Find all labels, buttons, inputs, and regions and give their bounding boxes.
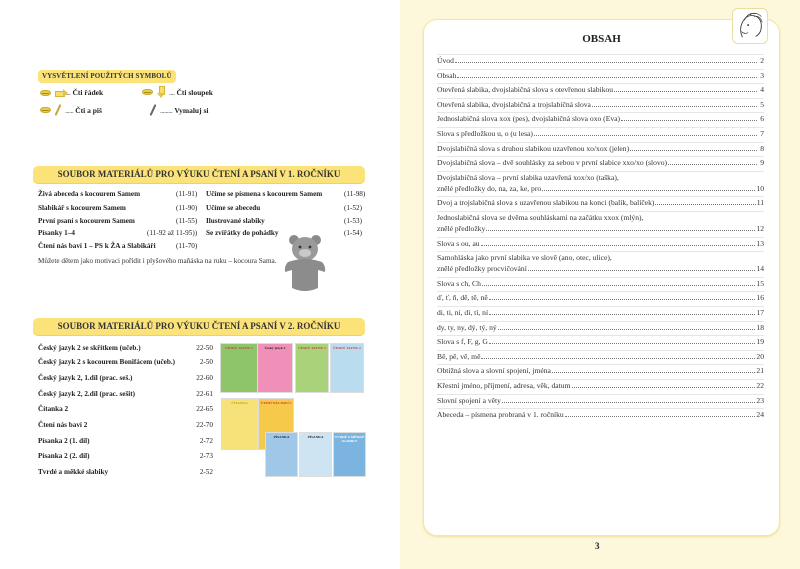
material-name: Český jazyk 2 se skřítkem (učeb.) — [38, 344, 141, 352]
material-name: Čtení nás baví 1 – PS k ŽA a Slabikáři — [38, 242, 156, 250]
toc-title: OBSAH — [582, 33, 621, 45]
toc-entry-title: Abeceda – písmena probraná v 1. ročníku — [437, 410, 564, 420]
material-name: Ilustrované slabiky — [206, 217, 265, 225]
toc-entry-title: znělé předložky — [437, 224, 486, 233]
material-code: (11-91) — [176, 190, 198, 198]
toc-entry-title: dy, ty, ny, dý, tý, ný — [437, 322, 497, 332]
material-name: Učíme se písmena s kocourem Samem — [206, 190, 323, 198]
toc-entry-title: Otevřená slabika, dvojslabičná a trojslabičná slova — [437, 99, 591, 109]
toc-entry-page: 10 — [756, 183, 764, 193]
toc-entry-line1: Dvojslabičná slova – první slabika uzavřená xox/xo (taška), — [437, 172, 619, 182]
toc-entry-title: Obtížná slova a slovní spojení, jména — [437, 366, 551, 376]
toc-entry-line1: Jednoslabičná slova se dvěma souhláskami na začátku xxox (mlýn), — [437, 213, 644, 222]
toc-entry-title: Bě, pě, vě, mě — [437, 351, 481, 361]
pencil-icon — [150, 104, 157, 116]
toc-entry-title: Slova s předložkou u, o (u lesa) — [437, 129, 533, 138]
toc-entry-page: 19 — [756, 337, 764, 347]
teddy-puppet-image — [282, 232, 328, 294]
toc-separator — [437, 379, 764, 380]
material-code: (11-98) — [344, 190, 366, 198]
leader-dots — [552, 372, 756, 373]
toc-entry-page: 23 — [756, 395, 764, 405]
toc-entry-title: Dvoj a trojslabičná slova s uzavřenou slabikou na konci (balík, balíček) — [437, 198, 655, 208]
toc-entry[interactable] — [437, 198, 764, 207]
toc-entry-page: 20 — [756, 351, 764, 361]
toc-entry-page: 8 — [760, 143, 764, 153]
toc-entry-page: 9 — [760, 158, 764, 168]
toc-entry-title: znělé předložky procvičování — [437, 264, 527, 274]
material-name: Slabikář s kocourem Samem — [38, 204, 126, 212]
leader-dots — [489, 299, 756, 300]
toc-entry-page: 12 — [756, 224, 764, 233]
toc-entry-title: ď, ť, ň, dě, tě, ně — [437, 293, 488, 303]
material-code: (1-54) — [344, 229, 362, 237]
material-code: 2-72 — [199, 437, 213, 445]
leader-dots — [498, 329, 756, 330]
toc-entry[interactable] — [437, 71, 764, 80]
toc-entry[interactable] — [437, 381, 764, 390]
toc-separator — [437, 350, 764, 351]
toc-entry-title: Otevřená slabika, dvojslabičná slova s otevřenou slabikou — [437, 85, 614, 95]
arrow-down-icon — [157, 86, 165, 98]
grade2-item — [38, 344, 213, 352]
toc-separator — [437, 394, 764, 395]
grade2-item — [38, 421, 213, 429]
leader-dots — [572, 387, 756, 388]
leader-dots: .... — [65, 88, 71, 97]
legend-label: Čti sloupek — [176, 87, 213, 97]
cover-title: ČTENÍ NÁS BAVÍ 2 — [260, 401, 292, 405]
material-code: 22-70 — [196, 421, 213, 429]
grade2-item — [38, 437, 213, 445]
toc-separator — [437, 54, 764, 55]
material-name: Český jazyk 2, 1.díl (prac. seš.) — [38, 374, 133, 382]
toc-entry-title: Slova s ou, au — [437, 238, 480, 248]
toc-entry-page: 22 — [756, 381, 764, 390]
toc-separator — [437, 127, 764, 128]
legend-label: Vymaluj si — [174, 105, 209, 115]
toc-separator — [437, 321, 764, 322]
toc-separator — [437, 408, 764, 409]
material-name: Živá abeceda s kocourem Samem — [38, 190, 141, 198]
leader-dots — [534, 135, 757, 136]
leader-dots — [630, 150, 757, 151]
cover-title: ČESKÝ JAZYK 2 — [298, 346, 326, 350]
material-name: Čítanka 2 — [38, 405, 69, 413]
leader-dots — [482, 285, 756, 286]
legend-label: Čti řádek — [72, 88, 104, 97]
book-cover — [330, 343, 364, 393]
leader-dots — [621, 120, 757, 121]
toc-separator — [437, 142, 764, 143]
toc-separator — [437, 251, 764, 252]
legend-item-color — [148, 104, 208, 116]
cover-title: PÍSANKA — [273, 435, 290, 439]
toc-separator — [437, 291, 764, 292]
cover-title: ČESKÝ JAZYK 2 — [225, 346, 253, 350]
leader-dots — [592, 106, 757, 107]
pencil-icon — [55, 104, 62, 116]
toc-entry-title: Slovní spojení a věty — [437, 395, 501, 405]
grade2-item — [38, 358, 213, 366]
leader-dots: ......... — [160, 105, 173, 115]
toc-entry-title: Dvojslabičná slova s druhou slabikou uzavřenou xo/xox (jelen) — [437, 143, 630, 153]
book-cover — [221, 398, 258, 450]
toc-entry-title: di, ti, ni, dí, tí, ní — [437, 308, 489, 317]
cover-title: Český jazyk 2 — [264, 346, 286, 350]
material-name: První psaní s kocourem Samem — [38, 217, 135, 225]
leader-dots — [486, 230, 755, 231]
toc-entry[interactable] — [437, 144, 764, 153]
book-cover — [257, 343, 293, 393]
grade2-item — [38, 390, 213, 398]
toc-entry[interactable] — [437, 396, 764, 405]
leader-dots — [455, 62, 757, 63]
book-cover — [333, 432, 366, 477]
grade2-banner: SOUBOR MATERIÁLŮ PRO VÝUKU ČTENÍ A PSANÍ V 2. ROČNÍKU — [33, 318, 365, 335]
page-number: 3 — [595, 541, 600, 551]
leader-dots: ...... — [65, 105, 74, 115]
toc-separator — [437, 98, 764, 99]
puppet-note: Můžete dětem jako motivaci pořídit i plyšového maňáska na ruku – kocoura Sama. — [38, 257, 277, 265]
toc-entry[interactable] — [437, 366, 764, 375]
toc-entry[interactable] — [437, 279, 764, 288]
cover-title: TVRDÉ A MĚKKÉ SLABIKY — [334, 435, 365, 443]
toc-separator — [437, 211, 764, 212]
toc-entry-page: 6 — [760, 114, 764, 124]
toc-separator — [437, 335, 764, 336]
toc-separator — [437, 112, 764, 113]
toc-entry[interactable] — [437, 264, 764, 273]
leader-dots — [489, 314, 755, 315]
leader-dots — [655, 204, 755, 205]
toc-entry[interactable] — [437, 158, 764, 167]
material-name: Písanka 2 (1. díl) — [38, 437, 90, 445]
material-name: Se zvířátky do pohádky — [206, 229, 279, 237]
material-name: Učíme se abecedu — [206, 204, 261, 212]
material-name: Český jazyk 2, 2.díl (prac. sešit) — [38, 390, 136, 398]
toc-separator — [437, 196, 764, 197]
legend-item-read-column — [142, 86, 213, 98]
material-code: (11-90) — [176, 204, 198, 212]
material-name: Český jazyk 2 s kocourem Bonifácem (učeb.) — [38, 358, 176, 366]
toc-entry-page: 16 — [756, 293, 764, 303]
leader-dots — [528, 270, 756, 271]
leader-dots — [481, 358, 755, 359]
toc-entry-title: Dvojslabičná slova – dvě souhlásky za sebou v první slabice xxo/xo (slovo) — [437, 158, 668, 168]
grade1-banner: SOUBOR MATERIÁLŮ PRO VÝUKU ČTENÍ A PSANÍ V 1. ROČNÍKU — [33, 166, 365, 183]
toc-entry-page: 3 — [760, 70, 764, 80]
material-name: Tvrdé a měkké slabiky — [38, 468, 109, 476]
toc-entry[interactable] — [437, 352, 764, 361]
toc-entry[interactable] — [437, 56, 764, 65]
toc-entry[interactable] — [437, 293, 764, 302]
toc-entry-page: 13 — [756, 238, 764, 248]
toc-entry[interactable] — [437, 308, 764, 317]
toc-entry-title: Jednoslabičná slova xox (pes), dvojslabičná slova oxo (Eva) — [437, 114, 621, 124]
book-cover — [295, 343, 329, 393]
toc-separator — [437, 277, 764, 278]
toc-entry-page: 21 — [756, 366, 764, 376]
lips-icon — [40, 107, 51, 113]
book-cover — [265, 432, 298, 477]
cover-title: ČESKÝ JAZYK 2 — [333, 346, 361, 350]
toc-entry[interactable] — [437, 323, 764, 332]
leader-dots — [457, 77, 757, 78]
material-name: Písanky 1–4 — [38, 229, 75, 237]
leader-dots: .... — [169, 87, 175, 97]
material-code: (11-55) — [176, 217, 198, 225]
cover-title: PÍSANKA — [307, 435, 324, 439]
leader-dots — [542, 190, 755, 191]
book-cover — [220, 343, 258, 393]
material-name: Písanka 2 (2. díl) — [38, 452, 90, 460]
legend-label: Čti a piš — [75, 105, 102, 115]
toc-entry-page: 5 — [760, 99, 764, 109]
leader-dots — [489, 343, 756, 344]
legend-title: VYSVĚTLENÍ POUŽITÝCH SYMBOLŮ — [38, 70, 176, 83]
toc-entry-page: 11 — [756, 198, 764, 208]
toc-entry[interactable] — [437, 129, 764, 138]
leader-dots — [565, 416, 756, 417]
toc-entry-line1: Samohláska jako první slabika ve slově (ano, otec, ulice), — [437, 253, 612, 263]
cover-title: ČÍTANKA — [231, 401, 248, 405]
leader-dots — [502, 402, 755, 403]
toc-entry-page: 2 — [760, 56, 764, 65]
toc-entry-page: 24 — [756, 410, 764, 420]
toc-entry-page: 4 — [760, 85, 764, 95]
toc-entry-page: 7 — [760, 129, 764, 138]
material-code: 22-60 — [196, 374, 213, 382]
toc-entry-title: Obsah — [437, 70, 457, 80]
leader-dots — [481, 245, 756, 246]
material-code: 22-65 — [196, 405, 213, 413]
legend-item-read-write — [40, 104, 102, 116]
material-code: (1-52) — [344, 204, 362, 212]
book-cover — [299, 432, 332, 477]
material-code: (11-70) — [176, 242, 198, 250]
toc-entry[interactable] — [437, 337, 764, 346]
toc-separator — [437, 306, 764, 307]
leader-dots — [614, 91, 757, 92]
toc-entry-title: Křestní jméno, příjmení, adresa, věk, datum — [437, 381, 571, 390]
material-code: 22-61 — [196, 390, 213, 398]
toc-entry[interactable] — [437, 410, 764, 419]
toc-entry[interactable] — [437, 114, 764, 123]
material-code: 2-50 — [199, 358, 213, 366]
toc-entry-page: 14 — [756, 264, 764, 274]
material-code: 2-52 — [199, 468, 213, 476]
material-name: Čtení nás baví 2 — [38, 421, 88, 429]
toc-separator — [437, 83, 764, 84]
toc-entry-title: znělé předložky do, na, za, ke, pro — [437, 183, 542, 193]
toc-entry-page: 15 — [756, 278, 764, 288]
toc-entry[interactable] — [437, 100, 764, 109]
toc-separator — [437, 156, 764, 157]
legend-item-read-row — [40, 88, 103, 97]
toc-separator — [437, 237, 764, 238]
lips-icon — [142, 89, 153, 95]
toc-separator — [437, 364, 764, 365]
toc-entry-title: Slova s ch, Ch — [437, 278, 481, 288]
toc-entry-title: Úvod — [437, 56, 454, 65]
toc-separator — [437, 69, 764, 70]
lips-icon — [40, 90, 51, 96]
toc-entry-page: 17 — [756, 308, 764, 317]
toc-entry-page: 18 — [756, 322, 764, 332]
toc-entry-title: Slova s f, F, g, G — [437, 337, 488, 347]
material-code: (1-53) — [344, 217, 362, 225]
toc-entry[interactable] — [437, 239, 764, 248]
toc-entry[interactable] — [437, 184, 764, 193]
material-code: 22-50 — [196, 344, 213, 352]
grade2-item — [38, 452, 213, 460]
toc-entry[interactable] — [437, 224, 764, 233]
toc-separator — [437, 171, 764, 172]
grade2-item — [38, 468, 213, 476]
material-code: 2-73 — [199, 452, 213, 460]
grade2-item — [38, 374, 213, 382]
material-code: (11-92 až 11-95)) — [147, 229, 198, 237]
grade2-item — [38, 405, 213, 413]
leader-dots — [668, 164, 757, 165]
toc-entry[interactable] — [437, 85, 764, 94]
